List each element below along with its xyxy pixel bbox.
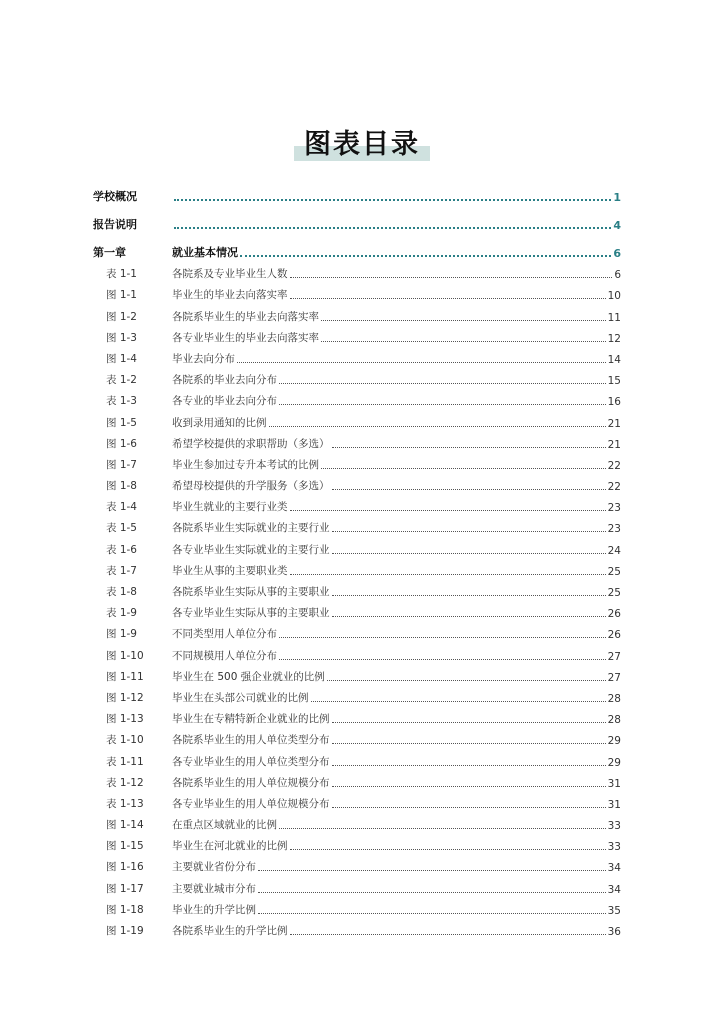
dot-leader — [174, 226, 611, 229]
toc-section-entry[interactable] — [93, 232, 621, 260]
dot-leader — [327, 679, 606, 681]
toc-figure-entry[interactable] — [93, 451, 621, 472]
entry-number: 图 1-16 — [106, 861, 144, 874]
dot-leader — [240, 254, 611, 257]
dot-leader — [332, 530, 606, 532]
toc-figure-entry[interactable] — [93, 641, 621, 662]
entry-label: 各院系毕业生的用人单位规模分布 — [172, 776, 330, 789]
entry-label: 毕业生参加过专升本考试的比例 — [172, 458, 319, 471]
toc-figure-entry[interactable] — [93, 853, 621, 874]
dot-leader — [258, 891, 606, 893]
dot-leader — [174, 198, 611, 201]
entry-page-number: 6 — [614, 269, 621, 282]
entry-page-number: 26 — [607, 629, 621, 642]
entry-number: 表 1-13 — [106, 797, 144, 810]
entry-page-number: 29 — [607, 735, 621, 748]
toc-figure-entry[interactable] — [93, 663, 621, 684]
entry-label: 各院系的毕业去向分布 — [172, 374, 277, 387]
entry-label: 希望学校提供的求职帮助（多选） — [172, 437, 330, 450]
entry-page-number: 23 — [607, 523, 621, 536]
entry-number: 图 1-13 — [106, 713, 144, 726]
entry-number: 表 1-3 — [106, 395, 137, 408]
entry-number: 图 1-7 — [106, 458, 137, 471]
entry-number: 表 1-12 — [106, 776, 144, 789]
entry-number: 表 1-6 — [106, 543, 137, 556]
toc-figure-entry[interactable] — [93, 769, 621, 790]
dot-leader — [279, 658, 606, 660]
entry-number: 图 1-8 — [106, 480, 137, 493]
entry-label: 各专业的毕业去向分布 — [172, 395, 277, 408]
entry-page-number: 22 — [607, 459, 621, 472]
table-of-contents — [93, 176, 621, 938]
entry-label: 收到录用通知的比例 — [172, 416, 267, 429]
entry-number: 图 1-15 — [106, 840, 144, 853]
entry-number: 表 1-4 — [106, 501, 137, 514]
entry-label: 毕业生在专精特新企业就业的比例 — [172, 713, 330, 726]
entry-number: 表 1-9 — [106, 607, 137, 620]
entry-number: 图 1-18 — [106, 903, 144, 916]
entry-number: 图 1-19 — [106, 925, 144, 937]
dot-leader — [269, 425, 606, 427]
entry-page-number: 29 — [607, 756, 621, 769]
entry-label: 主要就业城市分布 — [172, 882, 256, 895]
dot-leader — [237, 361, 606, 363]
entry-label: 各院系毕业生实际从事的主要职业 — [172, 586, 330, 598]
toc-figure-entry[interactable] — [93, 874, 621, 895]
toc-figure-entry[interactable] — [93, 324, 621, 345]
toc-figure-entry[interactable] — [93, 790, 621, 811]
entry-number: 表 1-5 — [106, 522, 137, 535]
entry-number: 图 1-17 — [106, 882, 144, 895]
dot-leader — [332, 785, 606, 787]
entry-page-number: 10 — [607, 290, 621, 303]
entry-page-number: 34 — [607, 862, 621, 875]
dot-leader — [332, 594, 606, 596]
dot-leader — [290, 933, 606, 935]
toc-figure-entry[interactable] — [93, 302, 621, 323]
entry-label: 各专业毕业生实际就业的主要行业 — [172, 543, 330, 556]
dot-leader — [279, 403, 606, 405]
toc-figure-entry[interactable] — [93, 260, 621, 281]
entry-label: 各院系毕业生的升学比例 — [172, 925, 288, 937]
entry-label: 不同规模用人单位分布 — [172, 649, 277, 662]
entry-number: 图 1-14 — [106, 819, 144, 832]
entry-label: 各专业毕业生的毕业去向落实率 — [172, 331, 319, 344]
entry-label: 就业基本情况 — [172, 246, 238, 259]
entry-page-number: 27 — [607, 671, 621, 684]
dot-leader — [311, 700, 606, 702]
toc-figure-entry[interactable] — [93, 578, 621, 599]
entry-page-number: 33 — [607, 820, 621, 833]
dot-leader — [332, 742, 606, 744]
dot-leader — [290, 573, 606, 575]
page-title — [298, 127, 426, 163]
entry-number: 图 1-1 — [106, 289, 137, 302]
entry-page-number: 28 — [607, 692, 621, 705]
entry-number: 图 1-4 — [106, 352, 137, 365]
dot-leader — [279, 636, 606, 638]
dot-leader — [279, 382, 606, 384]
entry-number: 学校概况 — [93, 190, 137, 203]
entry-number: 表 1-2 — [106, 374, 137, 387]
toc-figure-entry[interactable] — [93, 387, 621, 408]
dot-leader — [290, 297, 606, 299]
toc-figure-entry[interactable] — [93, 811, 621, 832]
entry-label: 毕业生在 500 强企业就业的比例 — [172, 670, 325, 683]
title-area — [0, 127, 724, 163]
entry-page-number: 26 — [607, 608, 621, 621]
entry-page-number: 34 — [607, 883, 621, 896]
entry-label: 毕业生在头部公司就业的比例 — [172, 691, 309, 704]
entry-page-number: 15 — [607, 375, 621, 388]
dot-leader — [290, 509, 606, 511]
dot-leader — [332, 764, 606, 766]
toc-figure-entry[interactable] — [93, 705, 621, 726]
entry-number: 表 1-10 — [106, 734, 144, 747]
entry-number: 图 1-6 — [106, 437, 137, 450]
entry-page-number: 21 — [607, 417, 621, 430]
entry-label: 各专业毕业生实际从事的主要职业 — [172, 607, 330, 620]
toc-figure-entry[interactable] — [93, 832, 621, 853]
entry-number: 表 1-7 — [106, 564, 137, 577]
entry-page-number: 25 — [607, 565, 621, 578]
entry-number: 图 1-2 — [106, 310, 137, 323]
dot-leader — [290, 276, 613, 278]
entry-page-number: 31 — [607, 777, 621, 790]
dot-leader — [279, 827, 606, 829]
toc-figure-entry[interactable] — [93, 535, 621, 556]
toc-figure-entry[interactable] — [93, 917, 621, 938]
dot-leader — [321, 319, 606, 321]
entry-page-number: 33 — [607, 841, 621, 854]
entry-number: 第一章 — [93, 246, 126, 259]
entry-page-number: 24 — [607, 544, 621, 557]
toc-figure-entry[interactable] — [93, 472, 621, 493]
dot-leader — [332, 488, 606, 490]
toc-figure-entry[interactable] — [93, 620, 621, 641]
dot-leader — [258, 912, 606, 914]
toc-figure-entry[interactable] — [93, 408, 621, 429]
entry-label: 主要就业省份分布 — [172, 861, 256, 874]
entry-number: 图 1-12 — [106, 691, 144, 704]
entry-page-number: 28 — [607, 714, 621, 727]
entry-page-number: 16 — [607, 396, 621, 409]
entry-number: 表 1-11 — [106, 755, 144, 768]
toc-figure-entry[interactable] — [93, 493, 621, 514]
entry-page-number: 14 — [607, 353, 621, 366]
toc-figure-entry[interactable] — [93, 366, 621, 387]
dot-leader — [332, 721, 606, 723]
entry-page-number: 12 — [607, 332, 621, 345]
entry-label: 不同类型用人单位分布 — [172, 628, 277, 641]
entry-number: 图 1-11 — [106, 670, 144, 683]
dot-leader — [258, 869, 606, 871]
entry-number: 表 1-8 — [106, 586, 137, 598]
entry-page-number: 36 — [607, 926, 621, 938]
entry-label: 各专业毕业生的用人单位类型分布 — [172, 755, 330, 768]
toc-figure-entry[interactable] — [93, 557, 621, 578]
entry-number: 图 1-3 — [106, 331, 137, 344]
entry-page-number: 6 — [613, 247, 621, 260]
entry-number: 图 1-5 — [106, 416, 137, 429]
entry-label: 希望母校提供的升学服务（多选） — [172, 480, 330, 493]
entry-page-number: 35 — [607, 904, 621, 917]
toc-figure-entry[interactable] — [93, 726, 621, 747]
entry-label: 毕业生在河北就业的比例 — [172, 840, 288, 853]
dot-leader — [332, 806, 606, 808]
entry-label: 在重点区域就业的比例 — [172, 819, 277, 832]
toc-figure-entry[interactable] — [93, 514, 621, 535]
toc-figure-entry[interactable] — [93, 345, 621, 366]
dot-leader — [321, 467, 606, 469]
entry-label: 毕业生的毕业去向落实率 — [172, 289, 288, 302]
entry-page-number: 23 — [607, 502, 621, 515]
entry-label: 各院系毕业生的用人单位类型分布 — [172, 734, 330, 747]
dot-leader — [321, 340, 606, 342]
entry-number: 图 1-10 — [106, 649, 144, 662]
entry-label: 各院系毕业生实际就业的主要行业 — [172, 522, 330, 535]
toc-figure-entry[interactable] — [93, 896, 621, 917]
toc-section-entry[interactable] — [93, 204, 621, 232]
entry-label: 毕业生从事的主要职业类 — [172, 564, 288, 577]
entry-page-number: 27 — [607, 650, 621, 663]
entry-page-number: 21 — [607, 438, 621, 451]
entry-number: 表 1-1 — [106, 268, 137, 281]
dot-leader — [332, 446, 606, 448]
entry-label: 毕业生的升学比例 — [172, 903, 256, 916]
entry-page-number: 25 — [607, 587, 621, 599]
entry-label: 毕业去向分布 — [172, 352, 235, 365]
dot-leader — [332, 615, 606, 617]
entry-number: 报告说明 — [93, 218, 137, 231]
entry-page-number: 31 — [607, 798, 621, 811]
entry-number: 图 1-9 — [106, 628, 137, 641]
dot-leader — [332, 552, 606, 554]
toc-figure-entry[interactable] — [93, 430, 621, 451]
toc-figure-entry[interactable] — [93, 599, 621, 620]
toc-section-entry[interactable] — [93, 176, 621, 204]
toc-figure-entry[interactable] — [93, 684, 621, 705]
toc-figure-entry[interactable] — [93, 747, 621, 768]
entry-label: 各专业毕业生的用人单位规模分布 — [172, 797, 330, 810]
dot-leader — [290, 848, 606, 850]
entry-page-number: 1 — [613, 191, 621, 204]
entry-page-number: 4 — [613, 219, 621, 232]
entry-page-number: 11 — [607, 311, 621, 324]
entry-label: 毕业生就业的主要行业类 — [172, 501, 288, 514]
entry-page-number: 22 — [607, 481, 621, 494]
entry-label: 各院系及专业毕业生人数 — [172, 268, 288, 281]
entry-label: 各院系毕业生的毕业去向落实率 — [172, 310, 319, 323]
toc-figure-entry[interactable] — [93, 281, 621, 302]
page-title-text: 图表目录 — [304, 129, 420, 160]
